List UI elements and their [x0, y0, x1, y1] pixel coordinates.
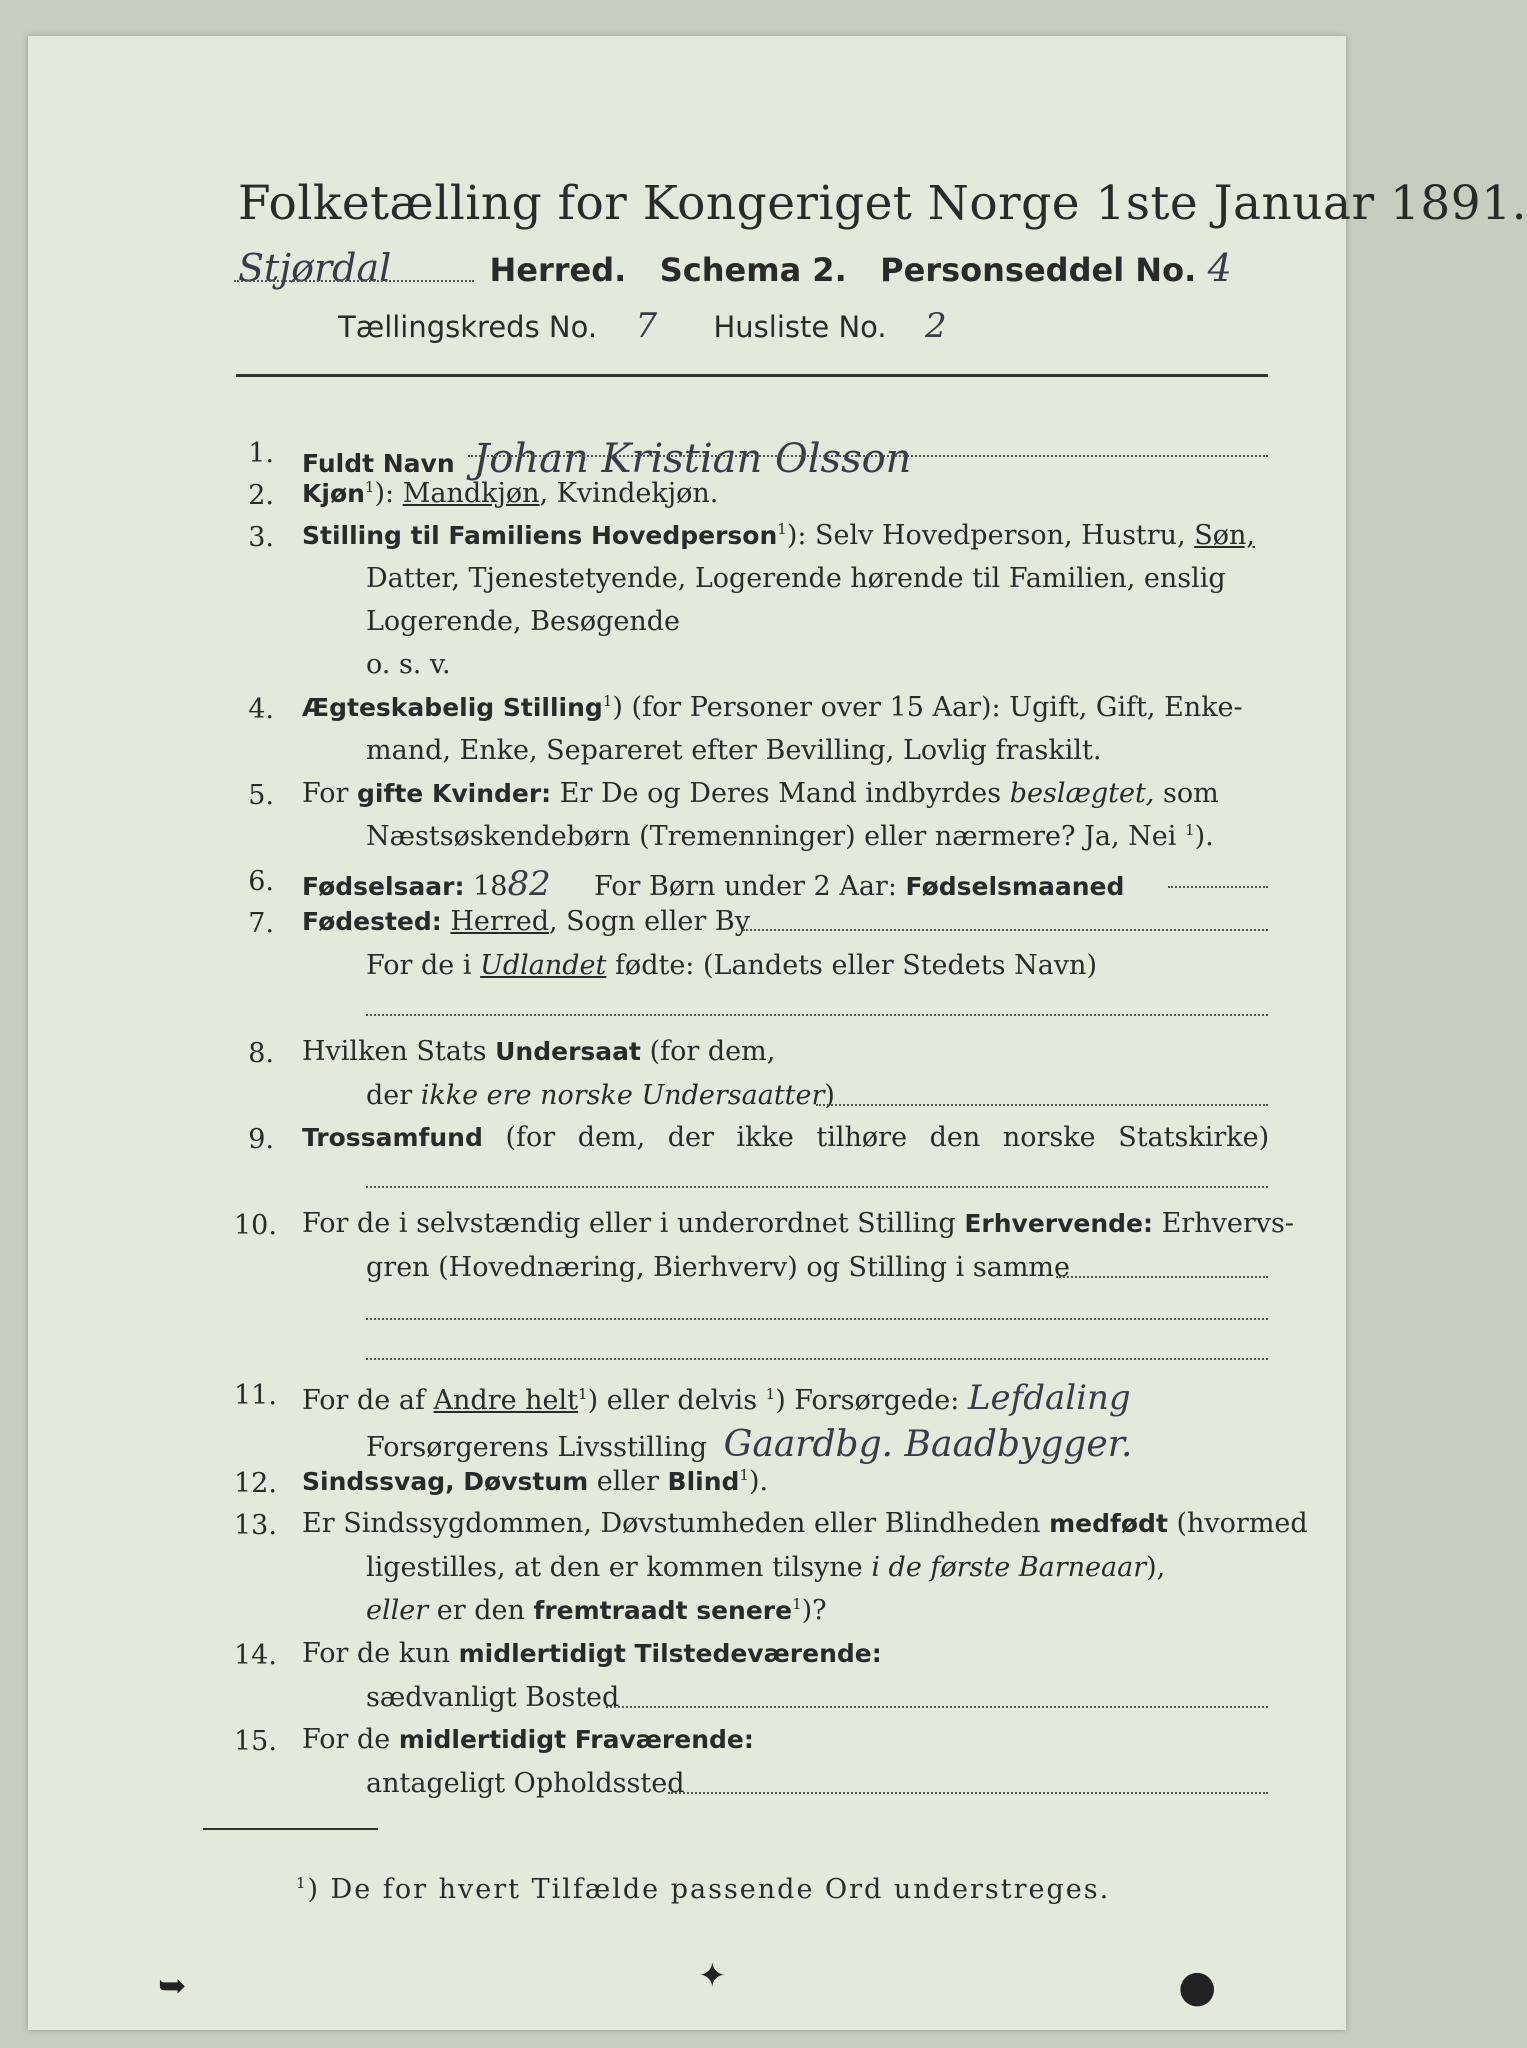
q11-option-andre-helt: Andre helt: [433, 1385, 579, 1416]
q10-line1-end: Erhvervs-: [1153, 1208, 1294, 1239]
q5-label: gifte Kvinder:: [357, 779, 552, 808]
q8-dotted-line: [816, 1104, 1268, 1106]
footnote: [296, 1874, 1110, 1905]
q7-dotted-line-2: [366, 1014, 1268, 1016]
q15-number: 15.: [234, 1726, 277, 1757]
taellingskreds-value: 7: [635, 306, 658, 346]
q9-label: Trossamfund: [302, 1123, 483, 1152]
footnote-sup: 1: [296, 1874, 308, 1892]
q13-label: medfødt: [1049, 1509, 1168, 1538]
footnote-text: ) De for hvert Tilfælde passende Ord understreges.: [307, 1874, 1111, 1905]
q11-line2: Forsørgerens Livsstilling: [366, 1432, 708, 1463]
corner-mark-left-icon: ➥: [158, 1966, 187, 2006]
q5-line2-end: ).: [1194, 821, 1214, 852]
q9-dotted-line: [366, 1186, 1268, 1188]
q5-line1: Er De og Deres Mand indbyrdes: [551, 778, 1010, 809]
q3-line1: ): Selv Hovedperson, Hustru,: [786, 520, 1195, 551]
q7-number: 7.: [248, 908, 274, 939]
q2-row: [302, 478, 718, 509]
q12-end: ).: [748, 1466, 769, 1497]
q9-number: 9.: [248, 1124, 274, 1155]
q3-option-son: Søn,: [1194, 520, 1255, 551]
q10-line2: gren (Hovednæring, Bierhverv) og Stilling i samme: [366, 1252, 1071, 1283]
q7-line2-end: fødte: (Landets eller Stedets Navn): [606, 950, 1097, 981]
q5-line2: Næstsøskendebørn (Tremenninger) eller nærmere? Ja, Nei: [366, 821, 1186, 852]
q5-number: 5.: [248, 780, 274, 811]
taellingskreds-label: Tællingskreds No.: [338, 310, 598, 344]
q7-row-1: [302, 906, 750, 937]
q5-row-1: [302, 778, 1219, 809]
q3-line3: Logerende, Besøgende: [366, 606, 680, 637]
husliste-value: 2: [924, 306, 947, 346]
q14-label: midlertidigt Tilstedeværende:: [458, 1639, 882, 1668]
q11-value2: Gaardbg. Baadbygger.: [723, 1424, 1133, 1465]
q6-label2: Fødselsmaaned: [905, 872, 1125, 901]
q13-line2: ligestilles, at den er kommen tilsyne: [366, 1552, 872, 1583]
q4-line1: ) (for Personer over 15 Aar): Ugift, Gift, Enke-: [612, 692, 1243, 723]
q2-number: 2.: [248, 480, 274, 511]
form-title: Folketælling for Kongeriget Norge 1ste Januar 1891.: [238, 176, 1527, 231]
q6-label: Fødselsaar:: [302, 872, 465, 901]
q14-line2: sædvanligt Bosted: [366, 1682, 620, 1713]
q13-number: 13.: [234, 1510, 277, 1541]
q6-row: [302, 864, 1124, 904]
q8-row-2: [366, 1080, 835, 1111]
q1-number: 1.: [248, 438, 274, 469]
q5-line1-em: beslægtet,: [1009, 778, 1155, 809]
q14-number: 14.: [234, 1640, 277, 1671]
q7-label: Fødested:: [302, 907, 442, 936]
q7-option-herred: Herred: [450, 906, 549, 937]
q13-line1: Er Sindssygdommen, Døvstumheden eller Blindheden: [302, 1508, 1050, 1539]
q10-row-1: [302, 1208, 1294, 1239]
q1-value: Johan Kristian Olsson: [473, 436, 912, 482]
q7-rest: , Sogn eller By: [548, 906, 750, 937]
q13-line3-end: )?: [801, 1595, 827, 1626]
q1-label: Fuldt Navn: [302, 449, 455, 478]
q15-row-1: [302, 1724, 754, 1755]
husliste-label: Husliste No.: [713, 310, 887, 344]
q12-sup: 1: [739, 1466, 749, 1484]
q6-year-prefix: 18: [473, 871, 508, 902]
header-divider: [236, 374, 1268, 377]
q11-mid2: ) Forsørgede:: [775, 1385, 960, 1416]
personseddel-value: 4: [1207, 246, 1232, 290]
q13-label2: fremtraadt senere: [533, 1596, 793, 1625]
q11-sup2: 1: [765, 1385, 776, 1403]
q12-label2: Blind: [667, 1467, 740, 1496]
q5-line1-end: som: [1154, 778, 1219, 809]
q10-number: 10.: [234, 1210, 277, 1241]
q1-row: [302, 436, 911, 482]
q3-sup: 1: [777, 520, 787, 538]
q8-line2-end: ): [824, 1080, 835, 1111]
q6-mid: For Børn under 2 Aar:: [594, 871, 906, 902]
herred-dotted-line: [234, 280, 474, 282]
q6-number: 6.: [248, 866, 274, 897]
q8-row-1: [302, 1036, 775, 1067]
q3-line2: Datter, Tjenestetyende, Logerende hørende til Familien, enslig: [366, 563, 1226, 594]
q8-line1-end: (for dem,: [640, 1036, 776, 1067]
q9-line1: (for dem, der ikke tilhøre den norske Statskirke): [482, 1122, 1270, 1153]
q10-dotted-line-2: [366, 1318, 1268, 1320]
q7-dotted-line: [743, 929, 1268, 931]
q4-row-1: [302, 692, 1243, 723]
q3-row-1: [302, 520, 1255, 551]
q2-option-kvindekjon: , Kvindekjøn.: [539, 478, 719, 509]
q11-value1: Lefdaling: [967, 1378, 1131, 1418]
q11-pre: For de af: [302, 1385, 434, 1416]
q3-line4: o. s. v.: [366, 649, 451, 680]
q13-line2-em: i de første Barneaar: [871, 1552, 1147, 1583]
q10-dotted-line-3: [366, 1358, 1268, 1360]
q7-line2-em: Udlandet: [480, 950, 607, 981]
q2-option-mandkjon: Mandkjøn: [402, 478, 540, 509]
q5-pre: For: [302, 778, 358, 809]
q15-dotted-line: [668, 1792, 1268, 1794]
personseddel-label: Personseddel No.: [880, 251, 1197, 289]
q8-number: 8.: [248, 1038, 274, 1069]
q13-row-1: [302, 1508, 1308, 1539]
q10-label: Erhvervende:: [964, 1209, 1154, 1238]
q8-label: Undersaat: [495, 1037, 641, 1066]
q13-row-3: [366, 1595, 827, 1626]
q13-line3-em: eller: [366, 1595, 429, 1626]
q12-label: Sindssvag, Døvstum: [302, 1467, 589, 1496]
q12-mid: eller: [588, 1466, 668, 1497]
q10-line1: For de i selvstændig eller i underordnet Stilling: [302, 1208, 965, 1239]
q2-label: Kjøn: [302, 479, 365, 508]
q14-pre: For de kun: [302, 1638, 459, 1669]
q2-sep: ):: [374, 478, 395, 509]
q3-label: Stilling til Familiens Hovedperson: [302, 521, 778, 550]
q11-sup: 1: [578, 1385, 588, 1403]
q13-line3-mid: er den: [428, 1595, 534, 1626]
q6-year-value: 82: [507, 864, 551, 904]
q1-dotted-line: [468, 455, 1268, 457]
schema-label: Schema 2.: [659, 251, 847, 289]
q11-row-2: [366, 1424, 1132, 1465]
q7-line2-pre: For de i: [366, 950, 481, 981]
q9-row: [302, 1122, 1269, 1153]
q4-line2: mand, Enke, Separeret efter Bevilling, Lovlig fraskilt.: [366, 735, 1102, 766]
herred-label: Herred.: [489, 251, 627, 289]
q5-sup: 1: [1185, 821, 1195, 839]
q13-line1-end: (hvormed: [1167, 1508, 1308, 1539]
ink-blot-icon: ●: [1178, 1961, 1217, 2012]
q7-row-2: [366, 950, 1097, 981]
q15-pre: For de: [302, 1724, 399, 1755]
q14-row-1: [302, 1638, 882, 1669]
q10-dotted-line: [1056, 1276, 1268, 1278]
q8-line2-pre: der: [366, 1080, 421, 1111]
q4-sup: 1: [602, 692, 613, 710]
q8-line1: Hvilken Stats: [302, 1036, 496, 1067]
q11-row-1: [302, 1378, 1131, 1418]
q5-row-2: [366, 821, 1214, 852]
q4-number: 4.: [248, 694, 274, 725]
q14-dotted-line: [606, 1706, 1268, 1708]
q13-sup: 1: [792, 1595, 802, 1613]
q11-mid: ) eller delvis: [587, 1385, 766, 1416]
herred-line: [238, 246, 1268, 290]
q2-sup: 1: [364, 478, 375, 496]
q12-number: 12.: [234, 1468, 277, 1499]
census-form-page: [28, 36, 1527, 2030]
q12-row: [302, 1466, 768, 1497]
q11-number: 11.: [234, 1380, 277, 1411]
q15-line2: antageligt Opholdssted: [366, 1768, 685, 1799]
herred-value: Stjørdal: [238, 246, 392, 290]
cross-mark-icon: ✦: [698, 1956, 727, 1996]
taellingskreds-line: [338, 306, 976, 346]
q13-line2-end: ),: [1146, 1552, 1166, 1583]
q4-label: Ægteskabelig Stilling: [302, 693, 603, 722]
q6-dotted-line: [1168, 886, 1268, 888]
footnote-divider: [203, 1828, 378, 1830]
q8-line2-em: ikke ere norske Undersaatter: [420, 1080, 825, 1111]
q3-number: 3.: [248, 522, 274, 553]
q15-label: midlertidigt Fraværende:: [398, 1725, 754, 1754]
q13-row-2: [366, 1552, 1165, 1583]
